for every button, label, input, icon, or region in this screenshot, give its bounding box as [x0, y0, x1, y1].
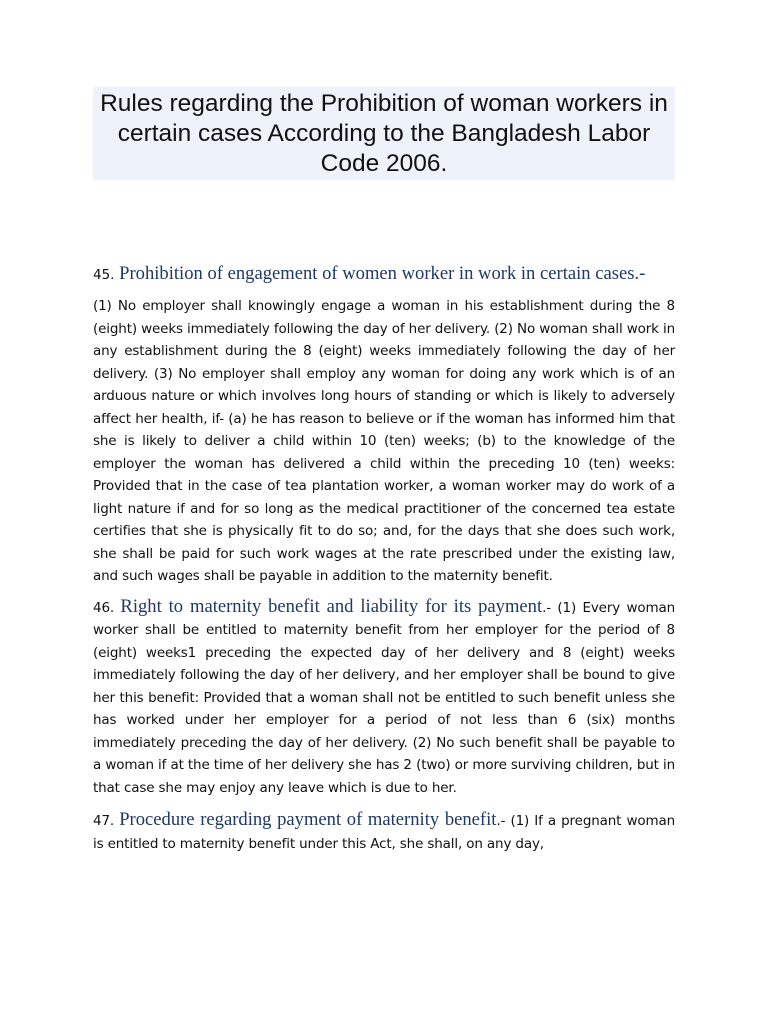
section-dash: .- [542, 599, 552, 616]
section-title: Prohibition of engagement of women worker in work in certain cases.- [119, 263, 646, 284]
section-45 [93, 262, 675, 588]
section-number: 47. [93, 813, 115, 829]
section-46 [93, 596, 675, 800]
document-title: Rules regarding the Prohibition of woman workers in certain cases According to the Bangladesh Labor Code 2006. [100, 89, 668, 177]
section-47-body: (1) If a pregnant woman is entitled to maternity benefit under this Act, she shall, on any day, [93, 813, 675, 852]
section-47 [93, 809, 675, 855]
document-body [93, 262, 675, 855]
section-title: Procedure regarding payment of maternity benefit [119, 809, 497, 830]
section-45-body: (1) No employer shall knowingly engage a woman in his establishment during the 8 (eight) weeks immediately following the day of her delivery. (2) No woman shall work in any establishment during the 8 (eight) weeks immediately following the day of her delivery. (3) No employer shall employ any woman for doing any work which is of an arduous nature or which involves long hours of standing or which is likely to adversely affect her health, if- (a) he has reason to believe or if the woman has informed him that she is likely to deliver a child within 10 (ten) weeks; (b) to the knowledge of the employer the woman has delivered a child within the preceding 10 (ten) weeks: Provided that in the case of tea plantation worker, a woman worker may do work of a light nature if and for so long as the medical practitioner of the concerned tea estate certifies that she is physically fit to do so; and, for the days that she does such work, she shall be paid for such work wages at the rate prescribed under the existing law, and such wages shall be payable in addition to the maternity benefit. [93, 298, 675, 584]
section-number: 45. [93, 267, 115, 283]
section-title: Right to maternity benefit and liability for its payment [120, 595, 543, 617]
title-box [93, 87, 675, 180]
section-45-heading [93, 262, 675, 287]
section-46-paragraph [93, 596, 675, 800]
section-46-body: (1) Every woman worker shall be entitled to maternity benefit from her employer for the period of 8 (eight) weeks1 preceding the expected day of her delivery and 8 (eight) weeks immediately following the day of her delivery, and her employer shall be bound to give her this benefit: Provided that a woman shall not be entitled to such benefit unless she has worked under her employer for a period of not less than 6 (six) months immediately preceding the day of her delivery. (2) No such benefit shall be payable to a woman if at the time of her delivery she has 2 (two) or more surviving children, but in that case she may enjoy any leave which is due to her. [93, 599, 675, 796]
section-47-paragraph [93, 809, 675, 855]
section-dash: .- [496, 813, 506, 829]
section-number: 46. [93, 599, 115, 616]
